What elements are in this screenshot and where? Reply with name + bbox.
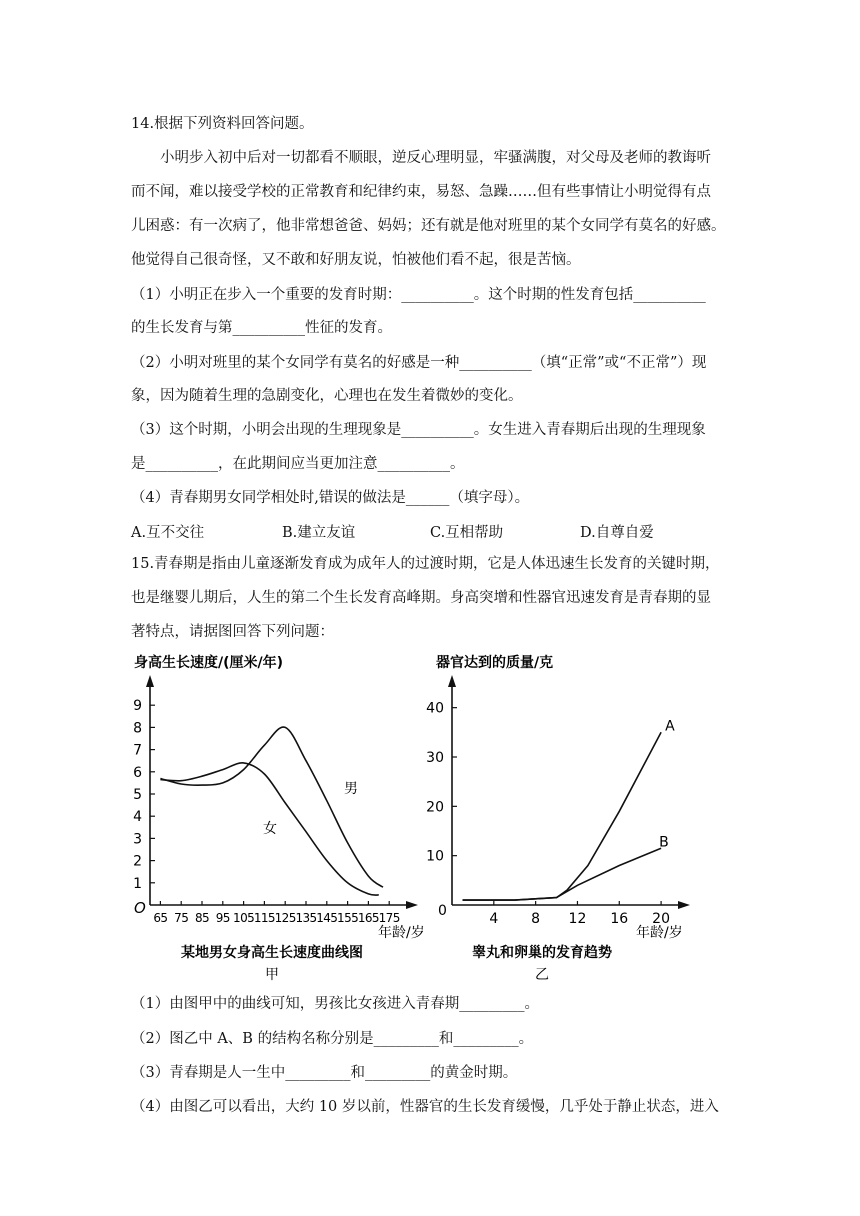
chart1-xtick-label: 85: [194, 911, 210, 925]
chart2-label-b: B: [659, 834, 669, 851]
chart2-title: 睾丸和卵巢的发育趋势: [472, 945, 612, 961]
chart2-ytick-label: 30: [426, 750, 444, 766]
chart2-origin: 0: [438, 903, 447, 919]
chart1-ytick-label: 1: [133, 875, 142, 892]
chart1-subtitle: 甲: [265, 967, 279, 983]
q14-title: 14.根据下列资料回答问题。: [131, 116, 314, 132]
chart2-ytick-label: 40: [426, 700, 444, 717]
chart2-ylabel: 器官达到的质量/克: [436, 655, 554, 671]
q14-passage-line-3: 儿困惑：有一次病了，他非常想爸爸、妈妈；还有就是他对班里的某个女同学有莫名的好感。: [131, 218, 726, 234]
chart1-xtick-label: 115: [253, 911, 275, 925]
chart1-xtick-label: 135: [295, 911, 317, 925]
chart-height-growth: [110, 645, 430, 985]
chart2-series-b-line: [463, 848, 662, 900]
option-b: B.建立友谊: [282, 525, 356, 541]
q14-sub3-line-1: （3）这个时期，小明会出现的生理现象是__________。女生进入青春期后出现的生理现象: [131, 422, 706, 438]
chart2-xlabel: 年龄/岁: [636, 925, 683, 941]
chart2-x-arrow: [678, 901, 690, 909]
chart1-xtick-label: 125: [274, 911, 296, 925]
chart1-xtick-label: 145: [316, 911, 338, 925]
chart1-legend-female: 女: [263, 821, 277, 837]
chart1-ytick-label: 9: [133, 698, 142, 715]
chart2-label-a: A: [665, 718, 675, 735]
chart1-ytick-label: 7: [133, 742, 142, 759]
chart2-series-a-line: [463, 732, 662, 900]
chart1-ytick-label: 3: [133, 831, 142, 848]
q14-sub2-line-1: （2）小明对班里的某个女同学有莫名的好感是一种__________（填“正常”或“不正常”）现: [131, 355, 707, 371]
option-a: A.互不交往: [131, 525, 205, 541]
chart2-xtick-label: 8: [531, 911, 541, 927]
q15-sub3: （3）青春期是人一生中_________和_________的黄金时期。: [131, 1065, 518, 1081]
chart1-ytick-label: 6: [133, 764, 142, 781]
chart2-xtick-label: 12: [568, 911, 587, 927]
q14-sub1-line-2: 的生长发育与第__________性征的发育。: [131, 320, 392, 336]
chart2-xtick-label: 16: [610, 911, 629, 927]
chart2-ytick-label: 20: [426, 799, 444, 816]
chart1-ytick-label: 5: [133, 787, 142, 803]
chart1-xlabel: 年龄/岁: [378, 925, 425, 941]
chart1-xtick-label: 165: [357, 911, 379, 925]
chart2-xtick-label: 4: [489, 911, 499, 927]
chart1-title: 某地男女身高生长速度曲线图: [181, 945, 363, 961]
q14-sub1-line-1: （1）小明正在步入一个重要的发育时期：__________。这个时期的性发育包括__________: [131, 287, 706, 303]
q15-sub1: （1）由图甲中的曲线可知，男孩比女孩进入青春期_________。: [131, 996, 539, 1012]
q14-sub2-line-2: 象，因为随着生理的急剧变化，心理也在发生着微妙的变化。: [131, 388, 523, 404]
chart2-ytick-label: 10: [426, 848, 444, 865]
q15-intro-line-2: 也是继婴儿期后，人生的第二个生长发育高峰期。身高突增和性器官迅速发育是青春期的显: [131, 590, 711, 606]
chart-organ-development: [410, 645, 710, 985]
chart2-subtitle: 乙: [535, 967, 549, 983]
chart1-series-male-line: [160, 727, 383, 887]
q14-passage-line-1: 小明步入初中后对一切都看不顺眼，逆反心理明显，牢骚满腹，对父母及老师的教诲听: [160, 150, 711, 166]
q15-intro-line-1: 15.青春期是指由儿童逐渐发育成为成年人的过渡时期，它是人体迅速生长发育的关键时期，: [131, 556, 720, 572]
chart1-xtick-label: 95: [215, 911, 230, 925]
chart1-ytick-label: 4: [133, 809, 142, 826]
chart2-y-arrow: [448, 675, 456, 687]
chart1-ylabel: 身高生长速度/(厘米/年): [134, 655, 284, 671]
chart1-xtick-label: 65: [153, 911, 168, 925]
q14-sub3-line-2: 是__________，在此期间应当更加注意__________。: [131, 456, 465, 472]
q14-passage-line-4: 他觉得自己很奇怪，又不敢和好朋友说，怕被他们看不起，很是苦恼。: [131, 252, 581, 268]
q14-passage-line-2: 而不闻，难以接受学校的正常教育和纪律约束，易怒、急躁……但有些事情让小明觉得有点: [131, 184, 711, 200]
chart1-origin: O: [134, 899, 146, 917]
chart1-y-arrow: [146, 675, 154, 687]
chart1-xtick-label: 75: [174, 911, 189, 925]
q15-sub2: （2）图乙中 A、B 的结构名称分别是_________和_________。: [131, 1031, 534, 1047]
chart1-xtick-label: 155: [337, 911, 359, 925]
chart1-xtick-label: 105: [233, 911, 255, 925]
chart1-legend-male: 男: [344, 781, 358, 797]
option-d: D.自尊自爱: [580, 525, 654, 541]
chart1-ytick-label: 2: [133, 853, 142, 870]
chart1-xtick-label: 175: [378, 911, 400, 925]
q14-sub4: （4）青春期男女同学相处时,错误的做法是______（填字母）。: [131, 490, 530, 506]
chart2-xtick-label: 20: [652, 911, 671, 927]
q15-sub4: （4）由图乙可以看出，大约 10 岁以前，性器官的生长发育缓慢，几乎处于静止状态，进入: [131, 1099, 719, 1115]
option-c: C.互相帮助: [430, 525, 504, 541]
chart1-ytick-label: 8: [133, 720, 142, 737]
q15-intro-line-3: 著特点，请据图回答下列问题：: [131, 624, 334, 640]
